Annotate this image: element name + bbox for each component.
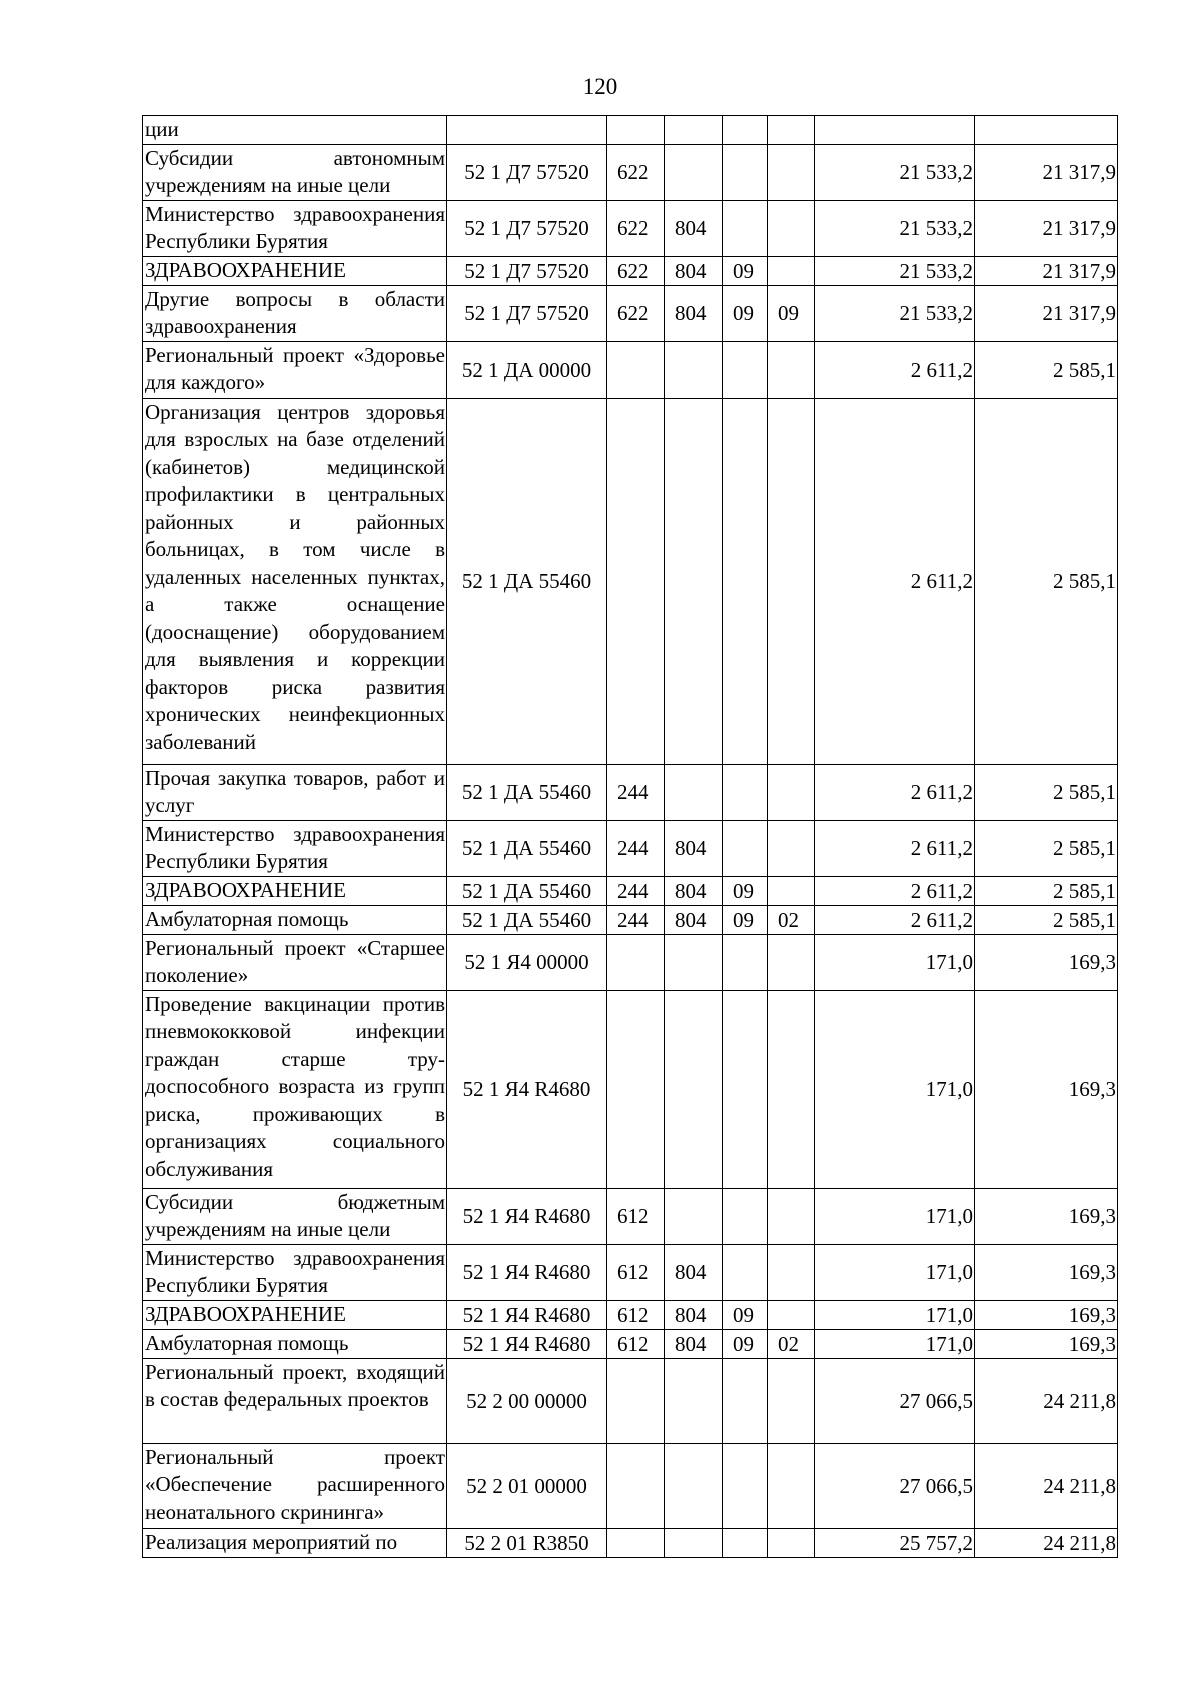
row-name: Другие вопросы в области здравоохранения (143, 285, 447, 341)
subsection-code (768, 200, 815, 256)
target-article-code: 52 1 ДА 55460 (447, 820, 607, 876)
amount-2 (975, 116, 1118, 145)
subsection-code (768, 398, 815, 764)
amount-2: 2 585,1 (975, 876, 1118, 905)
amount-1: 171,0 (815, 1244, 975, 1300)
table-row (143, 144, 1118, 200)
expense-type-code: 612 (607, 1188, 665, 1244)
row-name: Амбулаторная помощь (143, 1329, 447, 1358)
table-row (143, 285, 1118, 341)
row-name: Субсидии бюджетным учреждениям на иные цели (143, 1188, 447, 1244)
amount-1: 27 066,5 (815, 1443, 975, 1528)
subsection-code (768, 1244, 815, 1300)
subsection-code: 02 (768, 905, 815, 934)
row-name: Региональный проект «Здоровье для каждого» (143, 341, 447, 398)
table-row (143, 764, 1118, 820)
subsection-code (768, 1443, 815, 1528)
administrator-code (665, 934, 723, 990)
amount-2: 169,3 (975, 1329, 1118, 1358)
subsection-code (768, 341, 815, 398)
amount-2: 169,3 (975, 1300, 1118, 1329)
table-row (143, 905, 1118, 934)
target-article-code: 52 1 Я4 R4680 (447, 990, 607, 1188)
expense-type-code: 244 (607, 820, 665, 876)
amount-1: 2 611,2 (815, 820, 975, 876)
table-row (143, 1188, 1118, 1244)
expense-type-code (607, 1443, 665, 1528)
table-row (143, 990, 1118, 1188)
target-article-code: 52 1 ДА 55460 (447, 905, 607, 934)
row-name: Субсидии автономным учреждениям на иные цели (143, 144, 447, 200)
amount-1 (815, 116, 975, 145)
table-row (143, 876, 1118, 905)
amount-2: 2 585,1 (975, 764, 1118, 820)
target-article-code: 52 2 00 00000 (447, 1358, 607, 1443)
expense-type-code: 612 (607, 1244, 665, 1300)
section-code (723, 990, 768, 1188)
amount-2: 21 317,9 (975, 144, 1118, 200)
page-number: 120 (582, 74, 618, 99)
row-name: ЗДРАВООХРАНЕНИЕ (143, 1300, 447, 1329)
row-name: Региональный проект «Обеспечение расширенного неонатального скрининга» (143, 1443, 447, 1528)
target-article-code: 52 1 Я4 R4680 (447, 1244, 607, 1300)
subsection-code (768, 990, 815, 1188)
subsection-code (768, 1188, 815, 1244)
amount-1: 2 611,2 (815, 905, 975, 934)
table-row (143, 1358, 1118, 1443)
amount-2: 2 585,1 (975, 820, 1118, 876)
administrator-code: 804 (665, 285, 723, 341)
administrator-code: 804 (665, 905, 723, 934)
target-article-code: 52 2 01 R3850 (447, 1528, 607, 1557)
row-name: Амбулаторная помощь (143, 905, 447, 934)
target-article-code (447, 116, 607, 145)
section-code (723, 144, 768, 200)
section-code (723, 116, 768, 145)
section-code (723, 1528, 768, 1557)
administrator-code (665, 1443, 723, 1528)
amount-1: 25 757,2 (815, 1528, 975, 1557)
expense-type-code (607, 1528, 665, 1557)
administrator-code (665, 398, 723, 764)
budget-table-body (143, 116, 1118, 1558)
amount-1: 171,0 (815, 1300, 975, 1329)
amount-1: 171,0 (815, 990, 975, 1188)
amount-1: 2 611,2 (815, 341, 975, 398)
target-article-code: 52 1 Я4 R4680 (447, 1188, 607, 1244)
subsection-code (768, 764, 815, 820)
amount-2: 21 317,9 (975, 200, 1118, 256)
row-name: Региональный проект «Старшее поколение» (143, 934, 447, 990)
expense-type-code (607, 341, 665, 398)
target-article-code: 52 1 ДА 55460 (447, 876, 607, 905)
expense-type-code: 622 (607, 144, 665, 200)
table-row (143, 256, 1118, 285)
administrator-code (665, 341, 723, 398)
target-article-code: 52 1 Д7 57520 (447, 256, 607, 285)
row-name: Прочая закупка товаров, работ и услуг (143, 764, 447, 820)
section-code (723, 1244, 768, 1300)
expense-type-code (607, 398, 665, 764)
target-article-code: 52 1 Я4 R4680 (447, 1300, 607, 1329)
expense-type-code (607, 990, 665, 1188)
subsection-code (768, 1300, 815, 1329)
expense-type-code (607, 116, 665, 145)
table-row (143, 1443, 1118, 1528)
amount-1: 21 533,2 (815, 256, 975, 285)
target-article-code: 52 1 Д7 57520 (447, 200, 607, 256)
administrator-code (665, 144, 723, 200)
row-name: Организация центров здоровья для взрослых на базе отделений (кабинетов) медицинской профилактики в центральных районных и районных больницах, в том числе в удаленных населенных пунктах, а также оснащение (дооснащение) оборудованием для выявления и коррекции факторов риска развития хронических неинфекционных заболеваний (143, 398, 447, 764)
table-row (143, 1300, 1118, 1329)
administrator-code: 804 (665, 1329, 723, 1358)
expense-type-code: 612 (607, 1300, 665, 1329)
subsection-code (768, 1358, 815, 1443)
amount-1: 21 533,2 (815, 285, 975, 341)
table-row (143, 1329, 1118, 1358)
section-code (723, 341, 768, 398)
amount-2: 2 585,1 (975, 341, 1118, 398)
table-row (143, 116, 1118, 145)
expense-type-code (607, 934, 665, 990)
amount-1: 171,0 (815, 1188, 975, 1244)
section-code: 09 (723, 256, 768, 285)
section-code (723, 1443, 768, 1528)
administrator-code: 804 (665, 876, 723, 905)
amount-1: 21 533,2 (815, 144, 975, 200)
section-code (723, 398, 768, 764)
section-code: 09 (723, 876, 768, 905)
target-article-code: 52 1 ДА 00000 (447, 341, 607, 398)
row-name: ЗДРАВООХРАНЕНИЕ (143, 876, 447, 905)
subsection-code (768, 876, 815, 905)
target-article-code: 52 1 Я4 00000 (447, 934, 607, 990)
amount-2: 169,3 (975, 1188, 1118, 1244)
amount-1: 171,0 (815, 1329, 975, 1358)
expense-type-code: 244 (607, 905, 665, 934)
administrator-code: 804 (665, 1244, 723, 1300)
table-row (143, 341, 1118, 398)
amount-1: 27 066,5 (815, 1358, 975, 1443)
administrator-code (665, 1358, 723, 1443)
table-row (143, 1528, 1118, 1557)
section-code (723, 200, 768, 256)
amount-1: 21 533,2 (815, 200, 975, 256)
amount-2: 169,3 (975, 934, 1118, 990)
target-article-code: 52 1 Я4 R4680 (447, 1329, 607, 1358)
row-name: Региональный проект, входящий в состав федеральных проектов (143, 1358, 447, 1443)
administrator-code (665, 764, 723, 820)
row-name: ции (143, 116, 447, 145)
subsection-code (768, 256, 815, 285)
amount-2: 169,3 (975, 990, 1118, 1188)
section-code (723, 820, 768, 876)
expense-type-code: 244 (607, 764, 665, 820)
section-code: 09 (723, 1329, 768, 1358)
amount-2: 24 211,8 (975, 1443, 1118, 1528)
administrator-code (665, 116, 723, 145)
subsection-code (768, 116, 815, 145)
subsection-code (768, 820, 815, 876)
section-code: 09 (723, 1300, 768, 1329)
expense-type-code: 622 (607, 285, 665, 341)
section-code (723, 764, 768, 820)
section-code: 09 (723, 285, 768, 341)
amount-2: 169,3 (975, 1244, 1118, 1300)
subsection-code: 09 (768, 285, 815, 341)
section-code (723, 934, 768, 990)
amount-1: 2 611,2 (815, 876, 975, 905)
table-row (143, 820, 1118, 876)
amount-2: 2 585,1 (975, 398, 1118, 764)
subsection-code (768, 934, 815, 990)
expense-type-code: 612 (607, 1329, 665, 1358)
row-name: Министерство здравоохранения Республики Бурятия (143, 1244, 447, 1300)
section-code (723, 1188, 768, 1244)
amount-2: 21 317,9 (975, 256, 1118, 285)
amount-2: 24 211,8 (975, 1528, 1118, 1557)
amount-1: 2 611,2 (815, 398, 975, 764)
expense-type-code: 622 (607, 256, 665, 285)
section-code (723, 1358, 768, 1443)
amount-2: 21 317,9 (975, 285, 1118, 341)
table-row (143, 934, 1118, 990)
target-article-code: 52 1 Д7 57520 (447, 285, 607, 341)
administrator-code: 804 (665, 1300, 723, 1329)
target-article-code: 52 1 ДА 55460 (447, 764, 607, 820)
row-name: Министерство здравоохранения Республики Бурятия (143, 820, 447, 876)
amount-2: 2 585,1 (975, 905, 1118, 934)
table-row (143, 398, 1118, 764)
row-name: ЗДРАВООХРАНЕНИЕ (143, 256, 447, 285)
expense-type-code (607, 1358, 665, 1443)
section-code: 09 (723, 905, 768, 934)
amount-1: 171,0 (815, 934, 975, 990)
administrator-code: 804 (665, 256, 723, 285)
administrator-code (665, 1188, 723, 1244)
administrator-code: 804 (665, 200, 723, 256)
subsection-code (768, 1528, 815, 1557)
table-row (143, 200, 1118, 256)
amount-1: 2 611,2 (815, 764, 975, 820)
target-article-code: 52 2 01 00000 (447, 1443, 607, 1528)
subsection-code (768, 144, 815, 200)
budget-table (142, 115, 1118, 1558)
administrator-code (665, 990, 723, 1188)
table-row (143, 1244, 1118, 1300)
administrator-code: 804 (665, 820, 723, 876)
subsection-code: 02 (768, 1329, 815, 1358)
expense-type-code: 244 (607, 876, 665, 905)
administrator-code (665, 1528, 723, 1557)
target-article-code: 52 1 ДА 55460 (447, 398, 607, 764)
expense-type-code: 622 (607, 200, 665, 256)
amount-2: 24 211,8 (975, 1358, 1118, 1443)
row-name: Реализация мероприятий по (143, 1528, 447, 1557)
target-article-code: 52 1 Д7 57520 (447, 144, 607, 200)
row-name: Проведение вакцинации против пневмококковой инфекции граждан старше трудоспособного возраста из групп риска, проживающих в организациях социального обслуживания (143, 990, 447, 1188)
row-name: Министерство здравоохранения Республики Бурятия (143, 200, 447, 256)
